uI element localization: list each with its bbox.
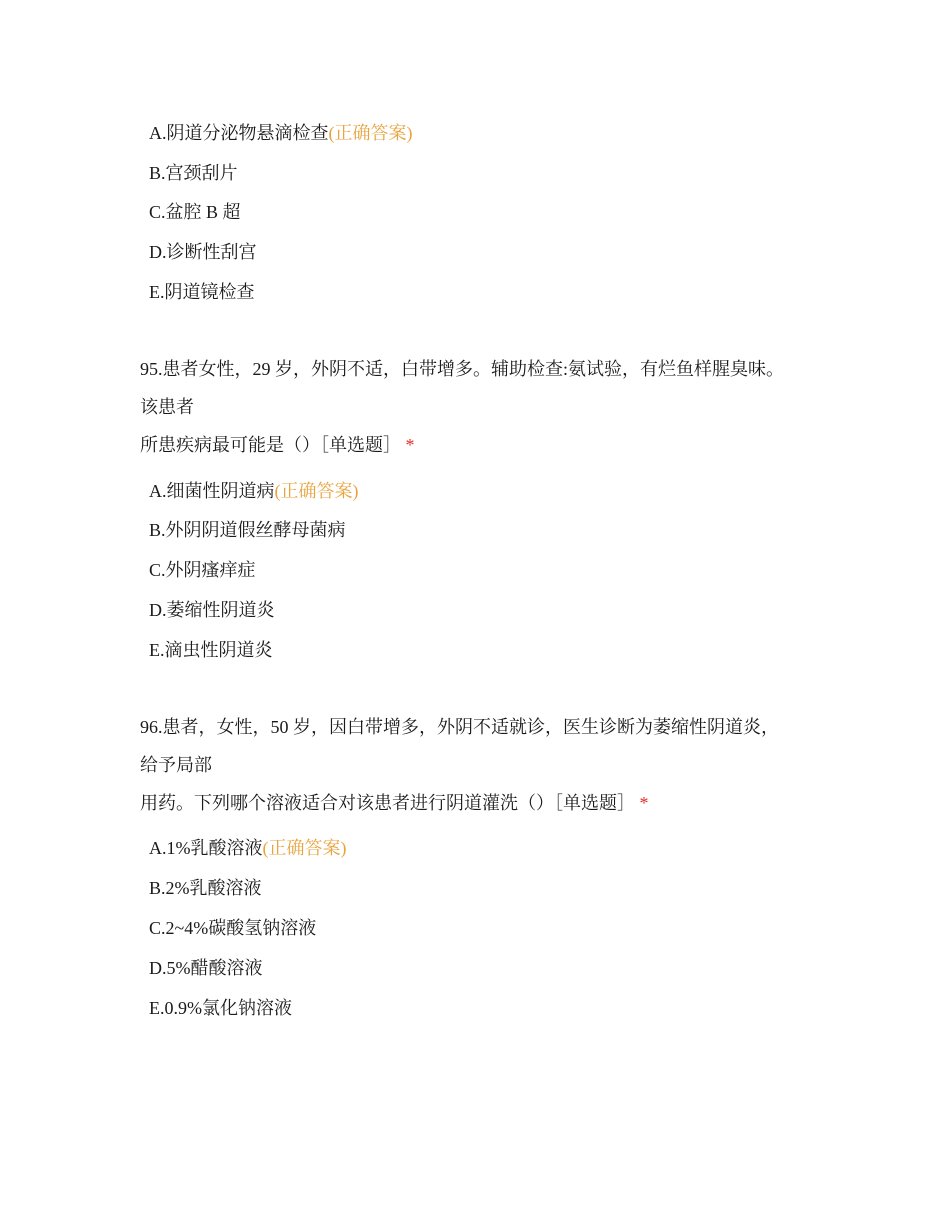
q94-option-b <box>149 161 238 185</box>
q96-option-e <box>149 996 292 1020</box>
q95-stem-line-2: 该患者 <box>140 397 194 417</box>
required-mark: * <box>639 793 649 813</box>
correct-answer-label: (正确答案) <box>274 481 359 501</box>
q95-stem-line-3 <box>140 433 415 457</box>
q96-option-c-text: C.2~4%碳酸氢钠溶液 <box>149 918 317 938</box>
q95-option-b <box>149 518 346 542</box>
q96-option-d <box>149 956 263 980</box>
q95-option-e <box>149 638 273 662</box>
q94-option-e <box>149 280 255 304</box>
q94-option-b-text: B.宫颈刮片 <box>149 163 238 183</box>
q95-option-c-text: C.外阴瘙痒症 <box>149 560 256 580</box>
q94-option-a-text: A.阴道分泌物悬滴检查 <box>149 123 329 143</box>
q94-option-a <box>149 121 413 145</box>
q95-stem-line-1: 95.患者女性，29 岁，外阴不适，白带增多。辅助检查:氨试验，有烂鱼样腥臭味。 <box>140 359 784 379</box>
q96-stem-line-3 <box>140 791 649 815</box>
required-mark: * <box>405 435 415 455</box>
correct-answer-label: (正确答案) <box>328 123 413 143</box>
q95-option-d-text: D.萎缩性阴道炎 <box>149 600 275 620</box>
q95-option-a <box>149 479 359 503</box>
q96-stem-line-2: 给予局部 <box>140 755 212 775</box>
q95-option-e-text: E.滴虫性阴道炎 <box>149 640 273 660</box>
q96-option-b <box>149 876 262 900</box>
q95-option-c <box>149 558 256 582</box>
q96-option-a <box>149 836 347 860</box>
q95-stem-text: 所患疾病最可能是（）［单选题］ <box>140 435 401 455</box>
q96-stem-text: 用药。下列哪个溶液适合对该患者进行阴道灌洗（）［单选题］ <box>140 793 635 813</box>
q94-option-e-text: E.阴道镜检查 <box>149 282 255 302</box>
q96-stem-line-1: 96.患者，女性，50 岁，因白带增多，外阴不适就诊，医生诊断为萎缩性阴道炎， <box>140 717 779 737</box>
q95-option-b-text: B.外阴阴道假丝酵母菌病 <box>149 520 346 540</box>
q96-option-d-text: D.5%醋酸溶液 <box>149 958 263 978</box>
correct-answer-label: (正确答案) <box>262 838 347 858</box>
q94-option-d <box>149 240 257 264</box>
q94-option-d-text: D.诊断性刮宫 <box>149 242 257 262</box>
q94-option-c <box>149 200 241 224</box>
q96-option-b-text: B.2%乳酸溶液 <box>149 878 262 898</box>
q96-option-e-text: E.0.9%氯化钠溶液 <box>149 998 292 1018</box>
q95-option-a-text: A.细菌性阴道病 <box>149 481 275 501</box>
q95-option-d <box>149 598 275 622</box>
q94-option-c-text: C.盆腔 B 超 <box>149 202 241 222</box>
q96-option-c <box>149 916 316 940</box>
q96-option-a-text: A.1%乳酸溶液 <box>149 838 263 858</box>
